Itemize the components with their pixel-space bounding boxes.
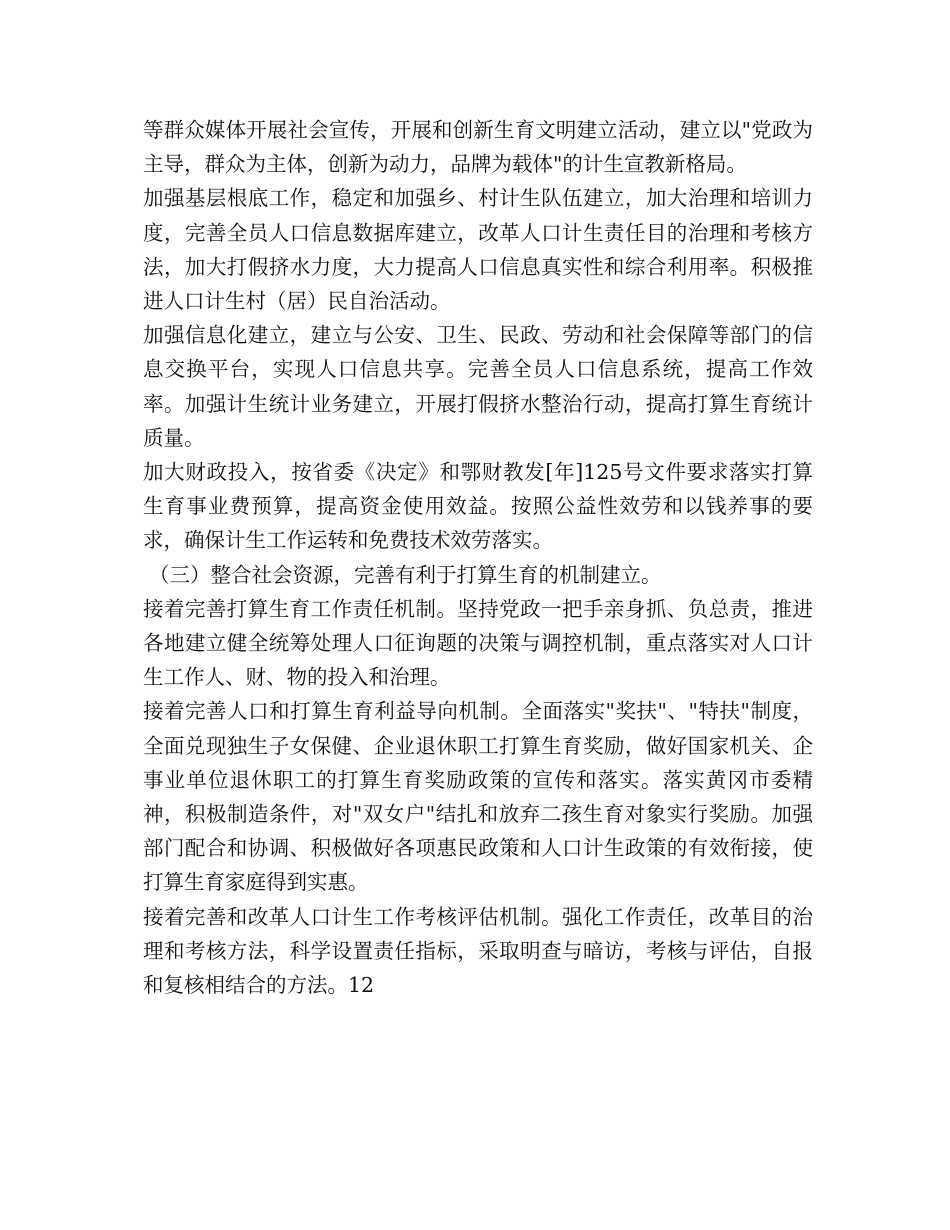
section-heading: （三）整合社会资源，完善有利于打算生育的机制建立。 — [149, 562, 662, 587]
paragraph-responsibility: 接着完善打算生育工作责任机制。坚持党政一把手亲身抓、负总责，推进各地建立健全统筹处理人口征询题的决策与调控机制，重点落实对人口计生工作人、财、物的投入和治理。 — [143, 596, 813, 690]
document-page — [143, 113, 813, 1002]
paragraph-grassroots: 加强基层根底工作，稳定和加强乡、村计生队伍建立，加大治理和培训力度，完善全员人口信息数据库建立，改革人口计生责任目的治理和考核方法，加大打假挤水力度，大力提高人口信息真实性和综合利用率。积极推进人口计生村（居）民自治活动。 — [143, 186, 813, 314]
paragraph-informatization: 加强信息化建立，建立与公安、卫生、民政、劳动和社会保障等部门的信息交换平台，实现人口信息共享。完善全员人口信息系统，提高工作效率。加强计生统计业务建立，开展打假挤水整治行动，提高打算生育统计质量。 — [143, 323, 813, 450]
paragraph-evaluation: 接着完善和改革人口计生工作考核评估机制。强化工作责任，改革目的治理和考核方法，科学设置责任指标，采取明查与暗访，考核与评估，自报和复核相结合的方法。12 — [143, 904, 813, 998]
paragraph-incentive: 接着完善人口和打算生育利益导向机制。全面落实"奖扶"、"特扶"制度，全面兑现独生子女保健、企业退休职工打算生育奖励，做好国家机关、企事业单位退休职工的打算生育奖励政策的宣传和落实。落实黄冈市委精神，积极制造条件，对"双女户"结扎和放弃二孩生育对象实行奖励。加强部门配合和协调、积极做好各项惠民政策和人口计生政策的有效衔接，使打算生育家庭得到实惠。 — [143, 699, 813, 895]
paragraph-finance: 加大财政投入，按省委《决定》和鄂财教发[年]125号文件要求落实打算生育事业费预算，提高资金使用效益。按照公益性效劳和以钱养事的要求，确保计生工作运转和免费技术效劳落实。 — [143, 460, 813, 553]
paragraph-publicity: 等群众媒体开展社会宣传，开展和创新生育文明建立活动，建立以"党政为主导，群众为主体，创新为动力，品牌为载体"的计生宣教新格局。 — [143, 118, 813, 177]
